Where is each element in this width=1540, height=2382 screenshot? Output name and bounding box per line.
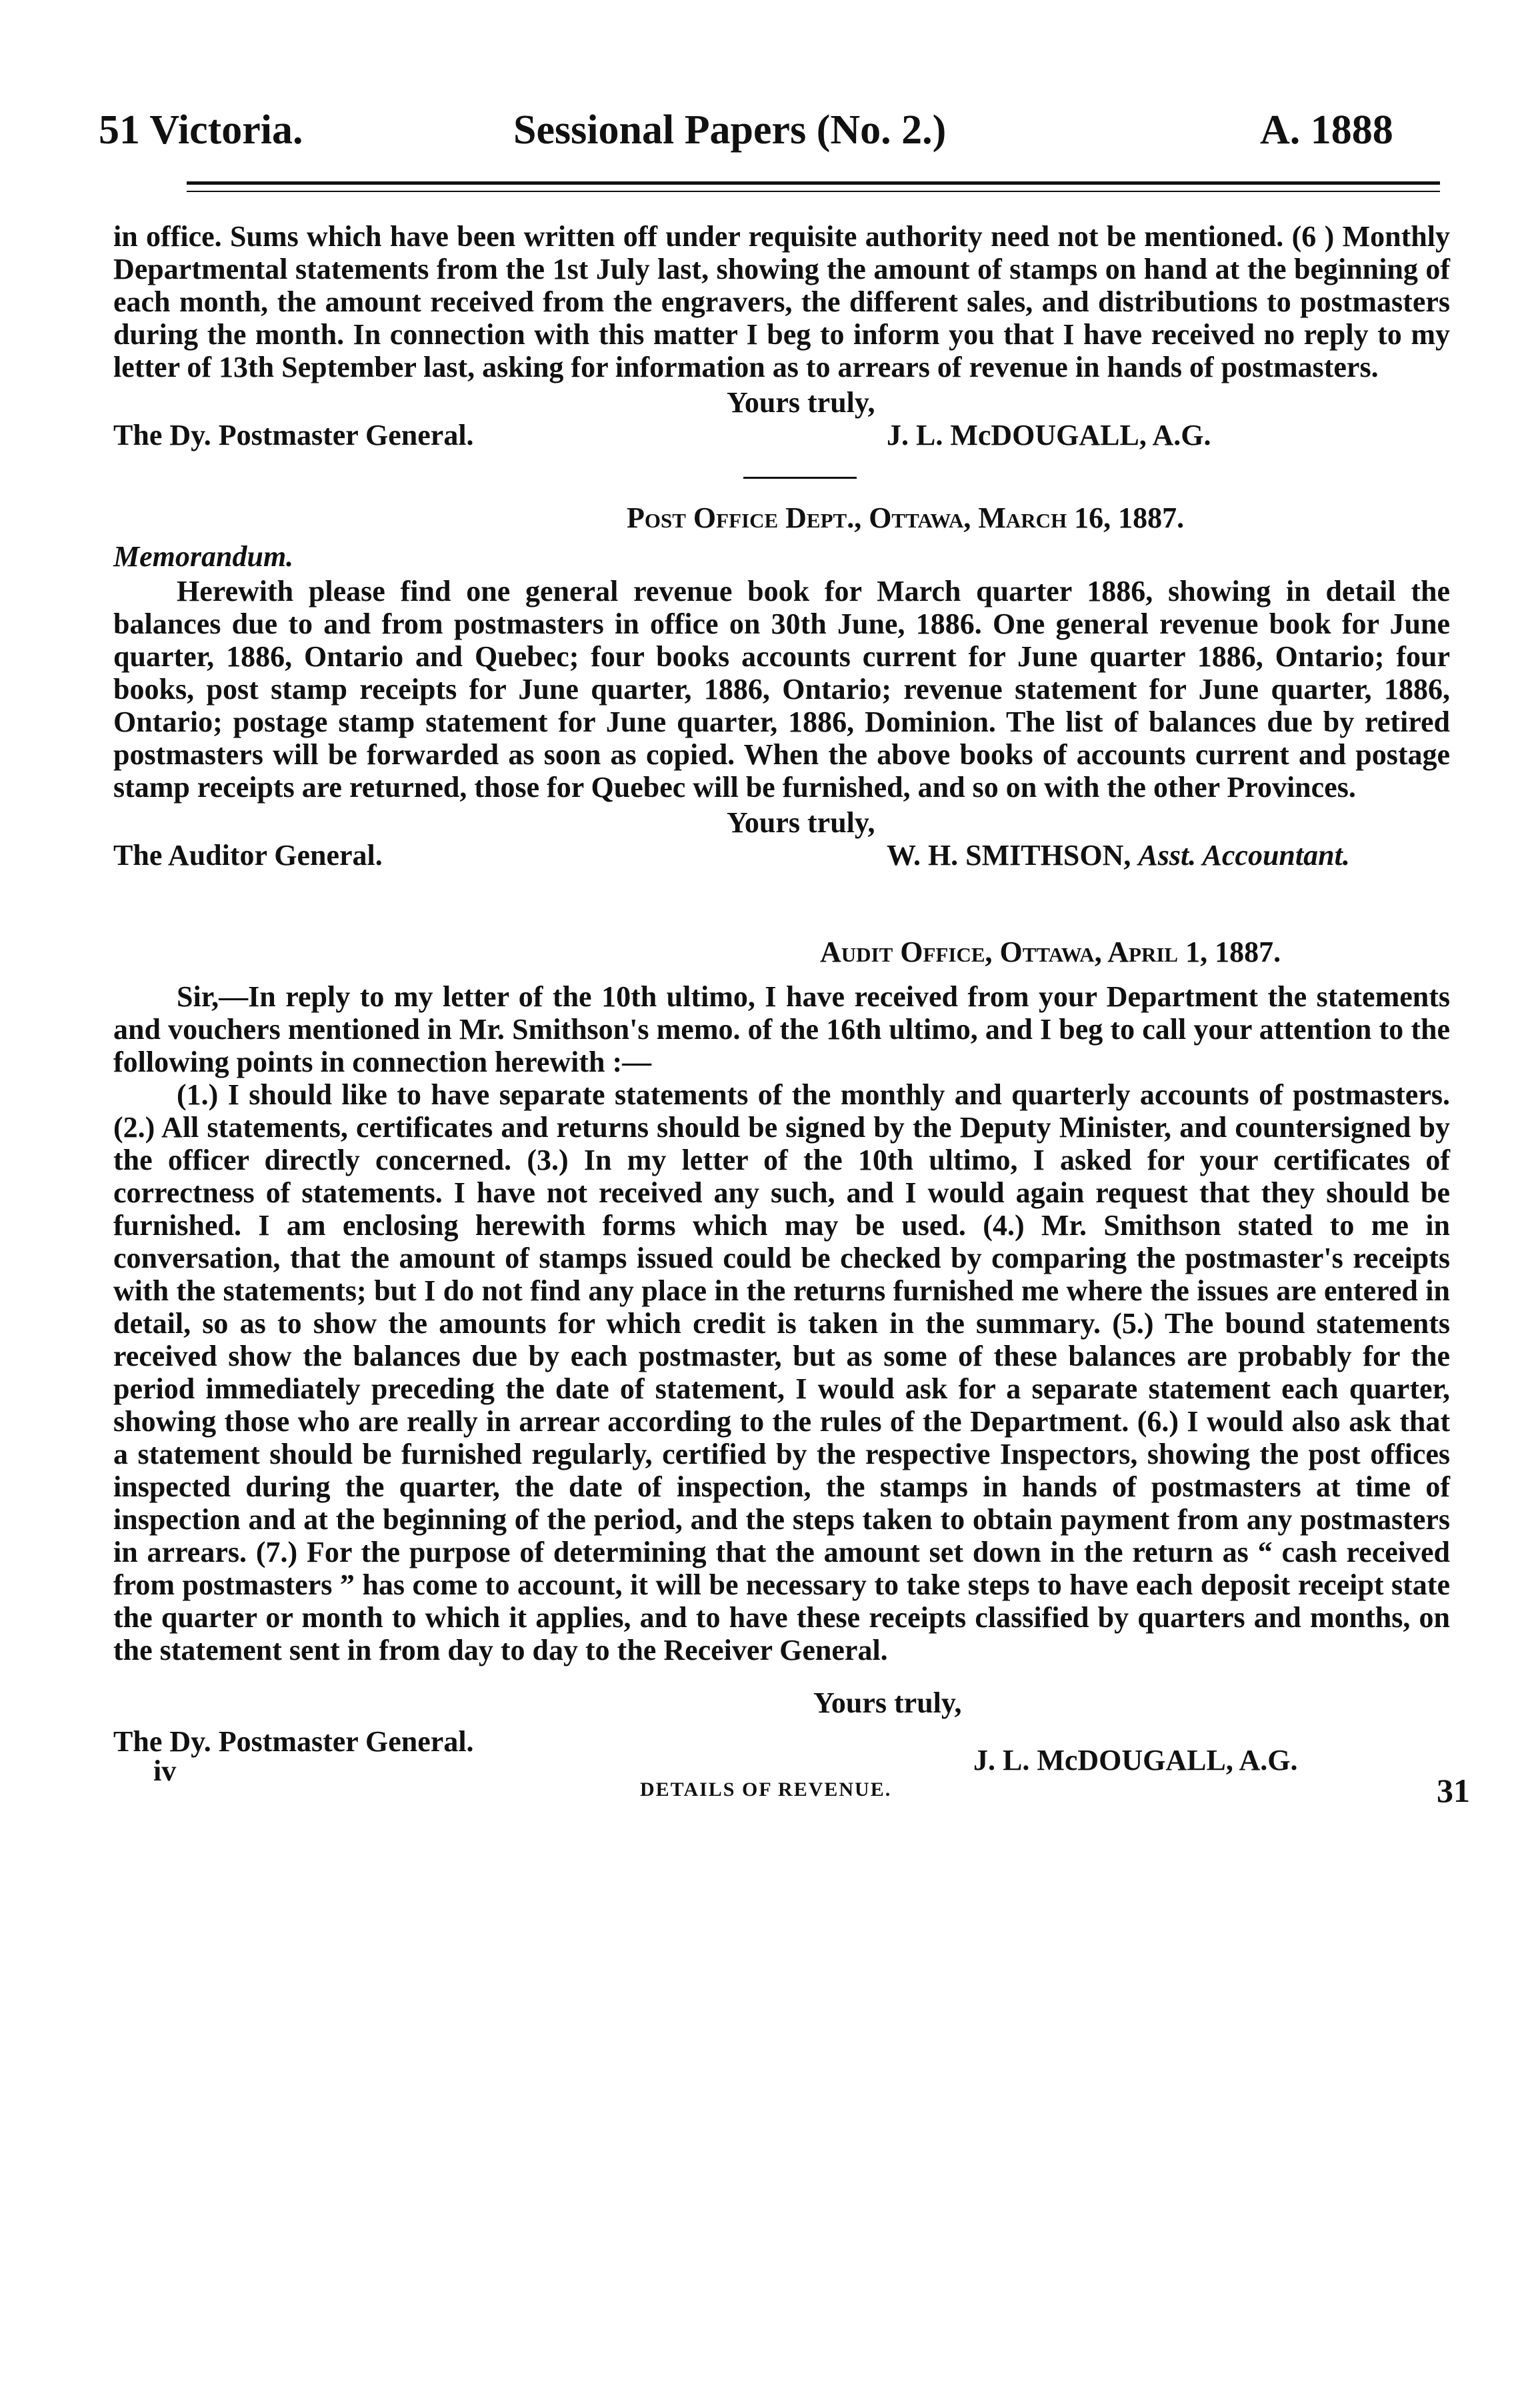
sessional-papers-title: Sessional Papers (No. 2.) [513, 107, 947, 153]
header-rule-thin [187, 191, 1440, 192]
letter1-body: in office. Sums which have been written off under requisite authority need not be mentioned. (6 ) Monthly Departmental statements from the 1st July last, showing the amount of stamps on hand at the beginning of each month, the amount received from the engravers, the different sales, and distributions to postmasters during the month. In connection with this matter I beg to inform you that I have received no reply to my letter of 13th September last, asking for information as to arrears of revenue in hands of postmasters. [113, 220, 1450, 383]
page-number: 31 [1437, 1772, 1470, 1809]
memorandum-yours-truly: Yours truly, [727, 806, 875, 839]
volume-label: 51 Victoria. [99, 107, 303, 153]
letter2-yours-truly: Yours truly, [813, 1686, 962, 1719]
memorandum-addressee: The Auditor General. [113, 839, 383, 872]
folio-number: iv [153, 1754, 177, 1787]
header-rule-thick [187, 181, 1440, 185]
memorandum-dateline-row [113, 501, 1450, 575]
letter1-closing [113, 386, 1450, 451]
letter2-points: (1.) I should like to have separate statements of the monthly and quarterly accounts of postmasters. (2.) All statements, certificates and returns should be signed by the Deputy Minister, and countersigned by the officer directly concerned. (3.) In my letter of the 10th ultimo, I asked for your certificates of correctness of statements. I have not received any such, and I would again request that they should be furnished. I am enclosing herewith forms which may be used. (4.) Mr. Smithson stated to me in conversation, that the amount of stamps issued could be checked by comparing the postmaster's receipts with the statements; but I do not find any place in the returns furnished me where the issues are entered in detail, so as to show the amounts for which credit is taken in the summary. (5.) The bound statements received show the balances due by each postmaster, but as some of these balances are probably for the period immediately preceding the date of statement, I would ask for a separate statement each quarter, showing those who are really in arrear according to the rules of the Department. (6.) I would also ask that a statement should be furnished regularly, certified by the respective Inspectors, showing the post offices inspected during the quarter, the date of inspection, the stamps in hands of postmasters at time of inspection and at the beginning of the period, and the steps taken to obtain payment from any postmasters in arrears. (7.) For the purpose of determining that the amount set down in the return as “ cash received from postmasters ” has come to account, it will be necessary to take steps to have each deposit receipt state the quarter or month to which it applies, and to have these receipts classified by quarters and months, on the statement sent in from day to day to the Receiver General. [113, 1078, 1450, 1666]
memorandum-dateline: Post Office Dept., Ottawa, March 16, 1887. [627, 501, 1185, 534]
letter1-yours-truly: Yours truly, [727, 386, 875, 419]
memorandum-signature-title: Asst. Accountant. [1138, 839, 1350, 872]
letter2-dateline: Audit Office, Ottawa, April 1, 1887. [820, 936, 1281, 968]
year-label: A. 1888 [1260, 107, 1393, 153]
memorandum-signature-name: W. H. SMITHSON, [887, 839, 1131, 872]
letter2-addressee: The Dy. Postmaster General. [113, 1725, 474, 1758]
memorandum-closing [113, 806, 1450, 872]
page-header [0, 0, 1540, 173]
memorandum-heading: Memorandum. [113, 540, 294, 573]
letter2-intro: Sir,—In reply to my letter of the 10th ultimo, I have received from your Department the statements and vouchers mentioned in Mr. Smithson's memo. of the 16th ultimo, and I beg to call your attention to the following points in connection herewith :— [113, 980, 1450, 1078]
letter2-signature: J. L. McDOUGALL, A.G. [973, 1744, 1298, 1776]
letter1-signature: J. L. McDOUGALL, A.G. [887, 419, 1211, 451]
memorandum-body: Herewith please find one general revenue book for March quarter 1886, showing in detail the balances due to and from postmasters in office on 30th June, 1886. One general revenue book for June quarter, 1886, Ontario and Quebec; four books accounts current for June quarter 1886, Ontario; four books, post stamp receipts for June quarter, 1886, Ontario; revenue statement for June quarter, 1886, Ontario; postage stamp statement for June quarter, 1886, Dominion. The list of balances due by retired postmasters will be forwarded as soon as copied. When the above books of accounts current and postage stamp receipts are returned, those for Quebec will be furnished, and so on with the other Provinces. [113, 575, 1450, 804]
section-title: DETAILS OF REVENUE. [640, 1778, 892, 1801]
page-body [113, 220, 1470, 1809]
section-divider [743, 477, 857, 479]
memorandum-signature [887, 839, 1350, 872]
letter2-closing [113, 1686, 1470, 1809]
letter1-addressee: The Dy. Postmaster General. [113, 419, 474, 451]
